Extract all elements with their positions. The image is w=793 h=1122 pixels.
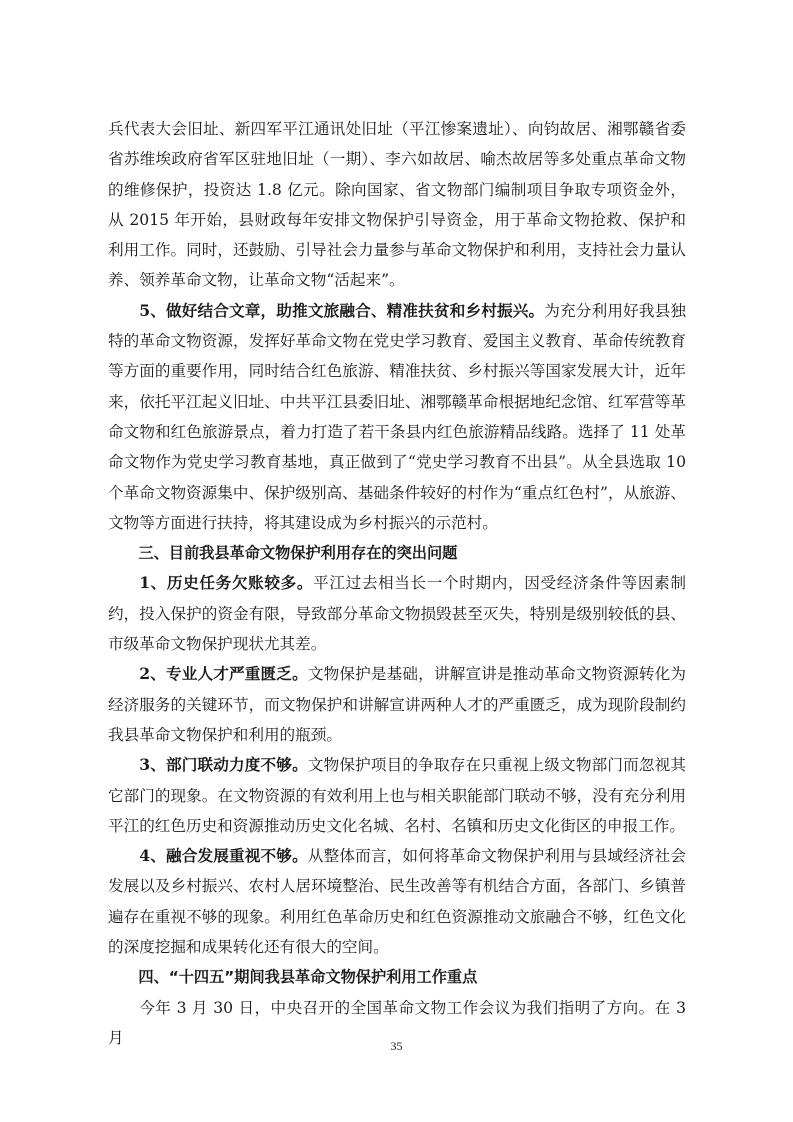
problem-text: 平江过去相当长一个时期内，因受经济条件等因素制约，投入保护的资金有限，导致部分革命文物损毁甚至灭失，特别是级别较低的县、市级革命文物保护现状尤其差。 <box>108 574 686 654</box>
problem-item-4 <box>108 841 686 962</box>
paragraph-text: 兵代表大会旧址、新四军平江通讯处旧址（平江惨案遗址）、向钧故居、湘鄂赣省委省苏维埃政府省军区驻地旧址（一期）、李六如故居、喻杰故居等多处重点革命文物的维修保护，投资达 1.8 亿元。除向国家、省文物部门编制项目争取专项资金外，从 2015 年开始，县财政每年安排文物保护引导资金，用于革命文物抢救、保护和利用工作。同时，还鼓励、引导社会力量参与革命文物保护和利用，支持社会力量认养、领养革命文物，让革命文物“活起来”。 <box>108 120 686 290</box>
paragraph-point-5 <box>108 296 686 538</box>
problem-text: 文物保护项目的争取存在只重视上级文物部门而忽视其它部门的现象。在文物资源的有效利用上也与相关职能部门联动不够，没有充分利用平江的红色历史和资源推动历史文化名城、名村、名镇和历史文化街区的申报工作。 <box>108 756 686 835</box>
problem-text: 文物保护是基础，讲解宣讲是推动革命文物资源转化为经济服务的关键环节，而文物保护和讲解宣讲两种人才的严重匮乏，成为现阶段制约我县革命文物保护和利用的瓶颈。 <box>108 665 686 744</box>
paragraph-continued <box>108 114 686 296</box>
document-body <box>108 114 686 1053</box>
section-heading-4: 四、“十四五”期间我县革命文物保护利用工作重点 <box>138 968 478 987</box>
problem-lead: 1、历史任务欠账较多。 <box>139 573 314 593</box>
problem-text: 从整体而言，如何将革命文物保护利用与县域经济社会发展以及乡村振兴、农村人居环境整治、民生改善等有机结合方面，各部门、乡镇普遍存在重视不够的现象。利用红色革命历史和红色资源推动文旅融合不够，红色文化的深度挖掘和成果转化还有很大的空间。 <box>108 847 686 957</box>
problem-item-3 <box>108 750 686 841</box>
problem-item-2 <box>108 659 686 750</box>
page-number: 35 <box>390 1039 403 1053</box>
problem-item-1 <box>108 568 686 659</box>
paragraph-lead: 5、做好结合文章，助推文旅融合、精准扶贫和乡村振兴。 <box>139 300 545 320</box>
problem-lead: 2、专业人才严重匮乏。 <box>139 664 308 684</box>
problem-lead: 3、部门联动力度不够。 <box>139 755 308 775</box>
section-4-intro: 今年 3 月 30 日，中央召开的全国革命文物工作会议为我们指明了方向。在 3 月 <box>108 998 686 1047</box>
problem-lead: 4、融合发展重视不够。 <box>139 846 308 866</box>
paragraph-text: 为充分利用好我县独特的革命文物资源，发挥好革命文物在党史学习教育、爱国主义教育、革命传统教育等方面的重要作用，同时结合红色旅游、精准扶贫、乡村振兴等国家发展大计，近年来，依托平江起义旧址、中共平江县委旧址、湘鄂赣革命根据地纪念馆、红军营等革命文物和红色旅游景点，着力打造了若干条县内红色旅游精品线路。选择了 11 处革命文物作为党史学习教育基地，真正做到了“党史学习教育不出县”。从全县选取 10 个革命文物资源集中、保护级别高、基础条件较好的村作为“重点红色村”，从旅游、文物等方面进行扶持，将其建设成为乡村振兴的示范村。 <box>108 301 686 532</box>
section-heading-3: 三、目前我县革命文物保护利用存在的突出问题 <box>138 544 458 563</box>
